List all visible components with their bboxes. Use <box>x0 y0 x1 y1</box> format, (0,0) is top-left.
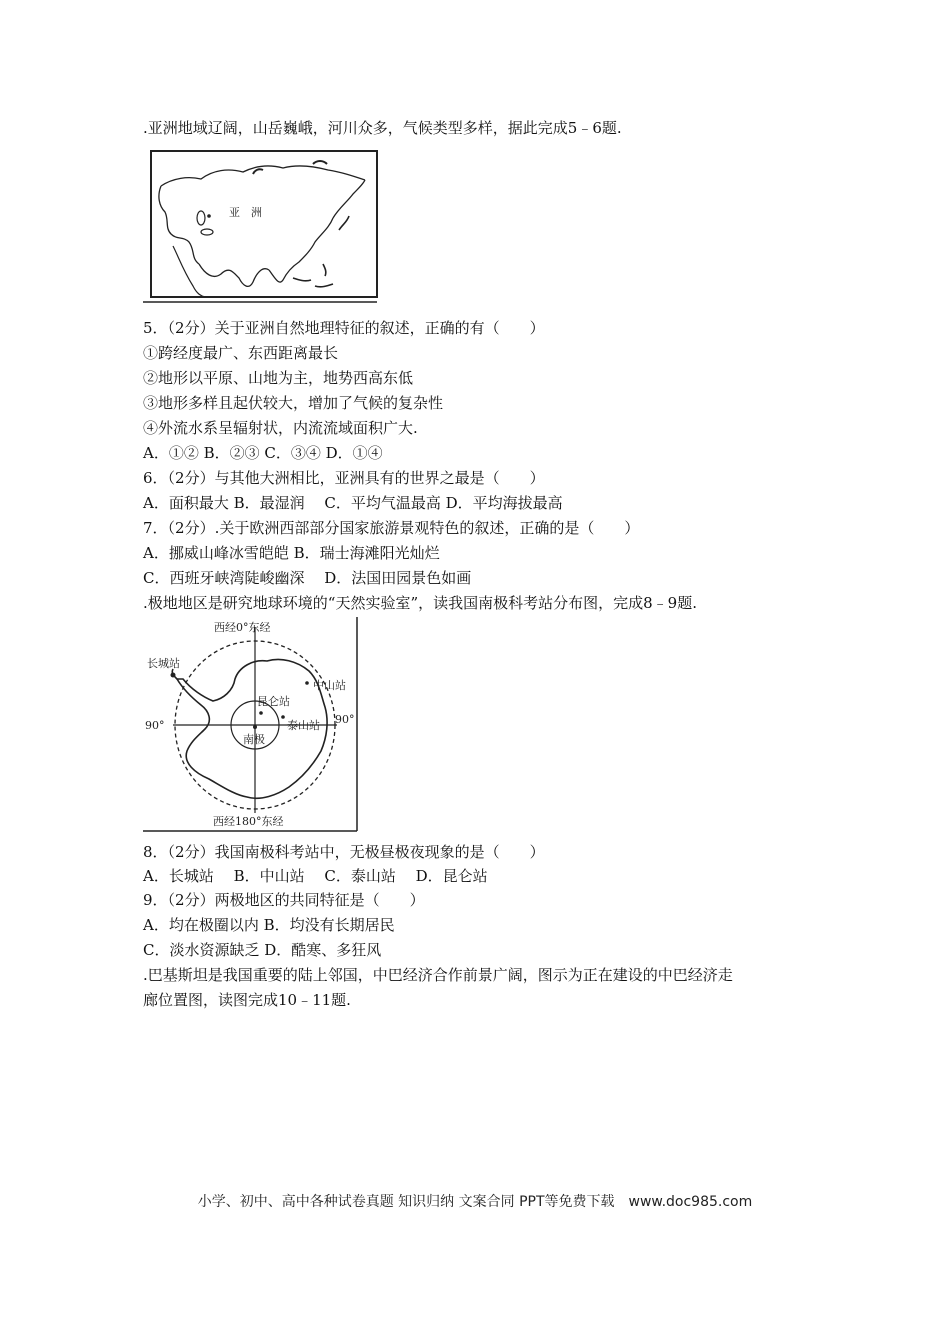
q5-options: A．①② B．②③ C．③④ D．①④ <box>143 444 383 462</box>
q8-options: A．长城站 B．中山站 C．泰山站 D．昆仑站 <box>143 867 488 885</box>
q9-stem: 9．（2分）两极地区的共同特征是（ ） <box>143 891 425 909</box>
asia-intro: .亚洲地域辽阔，山岳巍峨，河川众多，气候类型多样，据此完成5﹣6题. <box>143 119 622 137</box>
q5-item-1: ①跨经度最广、东西距离最长 <box>143 344 339 362</box>
meridian-bottom-label: 西经180°东经 <box>213 815 284 828</box>
station-taishan: 泰山站 <box>287 719 320 732</box>
station-changcheng: 长城站 <box>147 657 180 670</box>
q8-stem: 8．（2分）我国南极科考站中，无极昼极夜现象的是（ ） <box>143 843 545 861</box>
meridian-left-label: 90° <box>145 719 165 732</box>
q7-options-line2: C．西班牙峡湾陡峻幽深 D．法国田园景色如画 <box>143 569 472 587</box>
meridian-right-label: 90° <box>335 713 355 726</box>
asia-map <box>143 146 381 304</box>
south-pole-label: 南极 <box>243 733 265 746</box>
q9-options-line1: A．均在极圈以内 B．均没有长期居民 <box>143 916 395 934</box>
q5-item-2: ②地形以平原、山地为主，地势西高东低 <box>143 369 414 387</box>
q5-stem: 5．（2分）关于亚洲自然地理特征的叙述，正确的有（ ） <box>143 319 545 337</box>
pakistan-intro-line1: .巴基斯坦是我国重要的陆上邻国，中巴经济合作前景广阔，图示为正在建设的中巴经济走 <box>143 966 733 984</box>
q6-stem: 6．（2分）与其他大洲相比，亚洲具有的世界之最是（ ） <box>143 469 545 487</box>
q7-options-line1: A．挪威山峰冰雪皑皑 B．瑞士海滩阳光灿烂 <box>143 544 440 562</box>
q6-options: A．面积最大 B．最湿润 C．平均气温最高 D．平均海拔最高 <box>143 494 563 512</box>
q5-item-3: ③地形多样且起伏较大，增加了气候的复杂性 <box>143 394 444 412</box>
asia-map-label: 亚 洲 <box>229 206 262 219</box>
page-footer: 小学、初中、高中各种试卷真题 知识归纳 文案合同 PPT等免费下载 www.doc985.com <box>197 1194 753 1210</box>
station-kunlun: 昆仑站 <box>257 695 290 708</box>
station-zhongshan: 中山站 <box>313 679 346 692</box>
q9-options-line2: C．淡水资源缺乏 D．酷寒、多狂风 <box>143 941 382 959</box>
meridian-top-label: 西经0°东经 <box>214 621 271 634</box>
q5-item-4: ④外流水系呈辐射状，内流流域面积广大. <box>143 419 418 437</box>
polar-intro: .极地地区是研究地球环境的“天然实验室”，读我国南极科考站分布图，完成8﹣9题. <box>143 594 697 612</box>
q7-stem: 7．（2分）.关于欧洲西部部分国家旅游景观特色的叙述，正确的是（ ） <box>143 519 640 537</box>
pakistan-intro-line2: 廊位置图，读图完成10﹣11题. <box>143 991 351 1009</box>
antarctic-map <box>143 617 361 833</box>
